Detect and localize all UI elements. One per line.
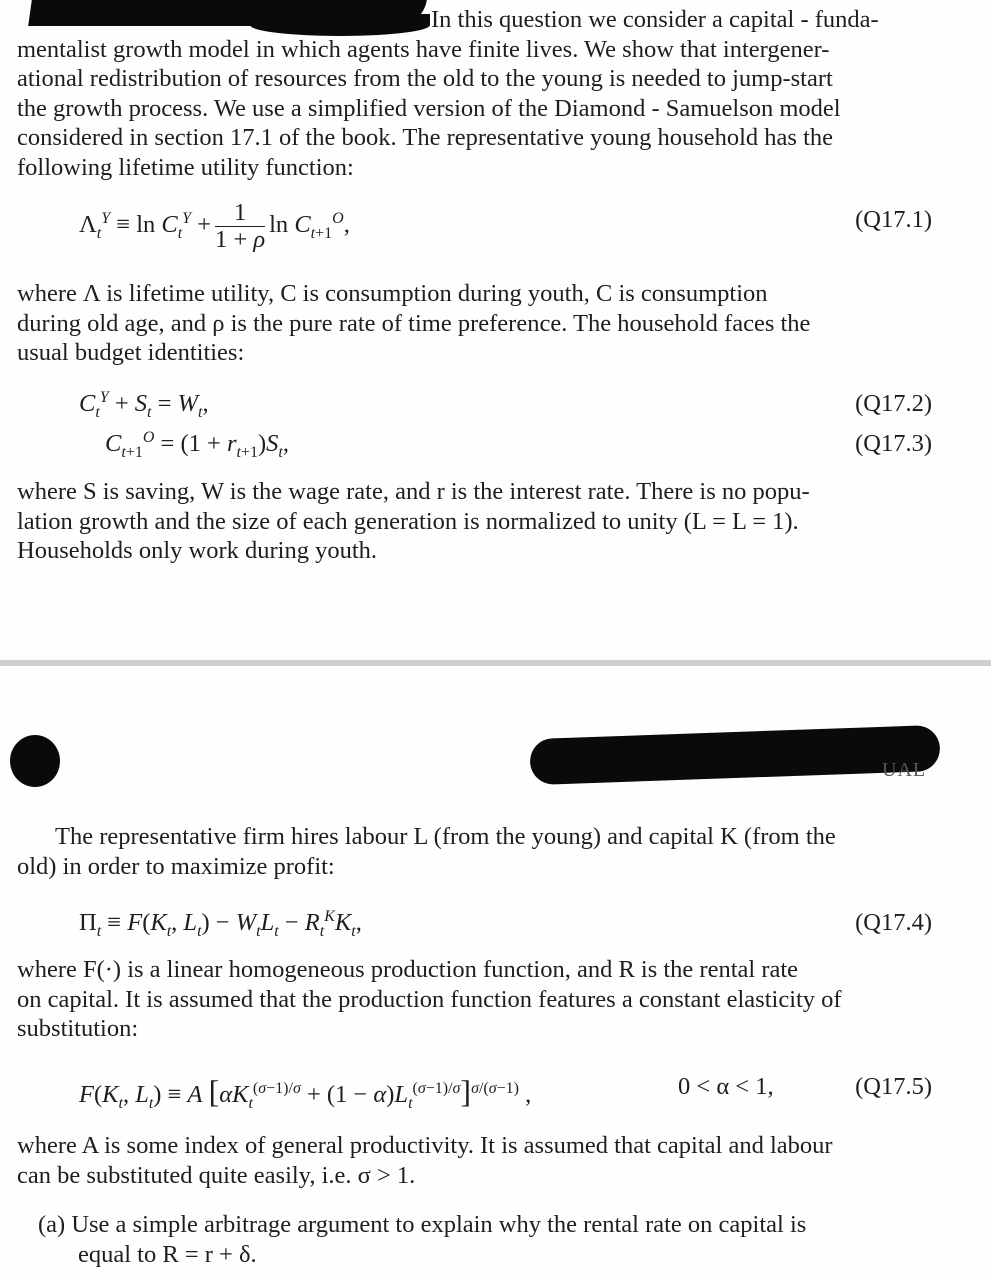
equation-q17-1: $\Lambda_t^Y \equiv \ln C_t^Y$ + $\frac{1}{1 + \rho}$ $\ln C_{t+1}^O$, (Q17.1) bbox=[79, 199, 932, 253]
intro-line-4: the growth process. We use a simplified version of the Diamond - Samuelson model bbox=[17, 94, 841, 122]
after-eq3-line-2: lation growth and the size of each generation is normalized to unity (L = L = 1). bbox=[17, 507, 799, 535]
item-a-line-1: Use a simple arbitrage argument to explain why the rental rate on capital is bbox=[71, 1211, 807, 1238]
equation-q17-3: $C_{t+1}^O = (1 + r_{t+1})S_t$, (Q17.3) bbox=[105, 428, 932, 461]
intro-line-1: In this question we consider a capital - funda- bbox=[431, 6, 879, 33]
intro-line-6: following lifetime utility function: bbox=[17, 153, 354, 181]
firm-paragraph bbox=[17, 822, 932, 881]
after-eq4-line-2: on capital. It is assumed that the production function features a constant elasticity of bbox=[17, 985, 842, 1013]
after-eq5-line-2: can be substituted quite easily, i.e. σ > 1. bbox=[17, 1161, 416, 1189]
intro-line-5: considered in section 17.1 of the book. The representative young household has the bbox=[17, 124, 834, 151]
equation-q17-4: $\Pi_t \equiv F(K_t$, $L_t) - W_tL_t - R_t^KK_t$, (Q17.4) bbox=[79, 907, 932, 940]
equation-q17-2: $C_t^Y + S_t = W_t$, (Q17.2) bbox=[79, 388, 932, 421]
redaction-mark-page-number bbox=[10, 735, 60, 787]
after-eq4-line-1: where F(·) is a linear homogeneous production function, and R is the rental rate bbox=[17, 956, 799, 983]
running-head-fragment: UAL bbox=[882, 759, 927, 781]
equation-tag-q17-1: (Q17.1) bbox=[855, 206, 932, 233]
redaction-mark-running-head bbox=[529, 725, 940, 785]
question-item-a bbox=[38, 1210, 932, 1269]
firm-line-2: old) in order to maximize profit: bbox=[17, 852, 335, 880]
equation-tag-q17-2: (Q17.2) bbox=[855, 390, 932, 417]
equation-tag-q17-3: (Q17.3) bbox=[855, 430, 932, 457]
after-eq4-paragraph bbox=[17, 955, 932, 1044]
intro-paragraph bbox=[17, 5, 932, 182]
after-eq1-line-3: usual budget identities: bbox=[17, 339, 245, 366]
after-eq3-paragraph bbox=[17, 477, 932, 566]
after-eq1-line-2: during old age, and ρ is the pure rate of time preference. The household faces the bbox=[17, 309, 811, 337]
firm-line-1: The representative firm hires labour L (from the young) and capital K (from the bbox=[55, 823, 836, 850]
item-a-label: (a) bbox=[38, 1211, 66, 1238]
after-eq3-line-1: where S is saving, W is the wage rate, and r is the interest rate. There is no popu- bbox=[17, 478, 810, 505]
page-separator bbox=[0, 660, 991, 666]
equation-tag-q17-4: (Q17.4) bbox=[855, 909, 932, 936]
after-eq1-line-1: where Λ is lifetime utility, C is consumption during youth, C is consumption bbox=[17, 280, 768, 307]
after-eq5-paragraph bbox=[17, 1131, 932, 1190]
after-eq5-line-1: where A is some index of general productivity. It is assumed that capital and labour bbox=[17, 1132, 833, 1159]
item-a-line-2: equal to R = r + δ. bbox=[78, 1240, 257, 1268]
after-eq4-line-3: substitution: bbox=[17, 1015, 139, 1042]
intro-line-2: mentalist growth model in which agents have finite lives. We show that intergener- bbox=[17, 35, 830, 63]
after-eq1-paragraph bbox=[17, 279, 932, 368]
equation-q17-5: $F(K_t$, $L_t) \equiv A$ $[\alpha K_t^{(\sigma-1)/\sigma} + (1 - \alpha)L_t^{(\sigma-1)/\sigma}]^{\sigma/(\sigma-1)}$ , 0 < α < 1, (Q17.5) bbox=[79, 1073, 932, 1112]
intro-line-3: ational redistribution of resources from the old to the young is needed to jump-start bbox=[17, 65, 833, 92]
equation-q17-5-condition: 0 < α < 1, bbox=[678, 1073, 774, 1100]
page-bottom bbox=[0, 667, 991, 1280]
after-eq3-line-3: Households only work during youth. bbox=[17, 537, 377, 564]
equation-tag-q17-5: (Q17.5) bbox=[855, 1073, 932, 1100]
